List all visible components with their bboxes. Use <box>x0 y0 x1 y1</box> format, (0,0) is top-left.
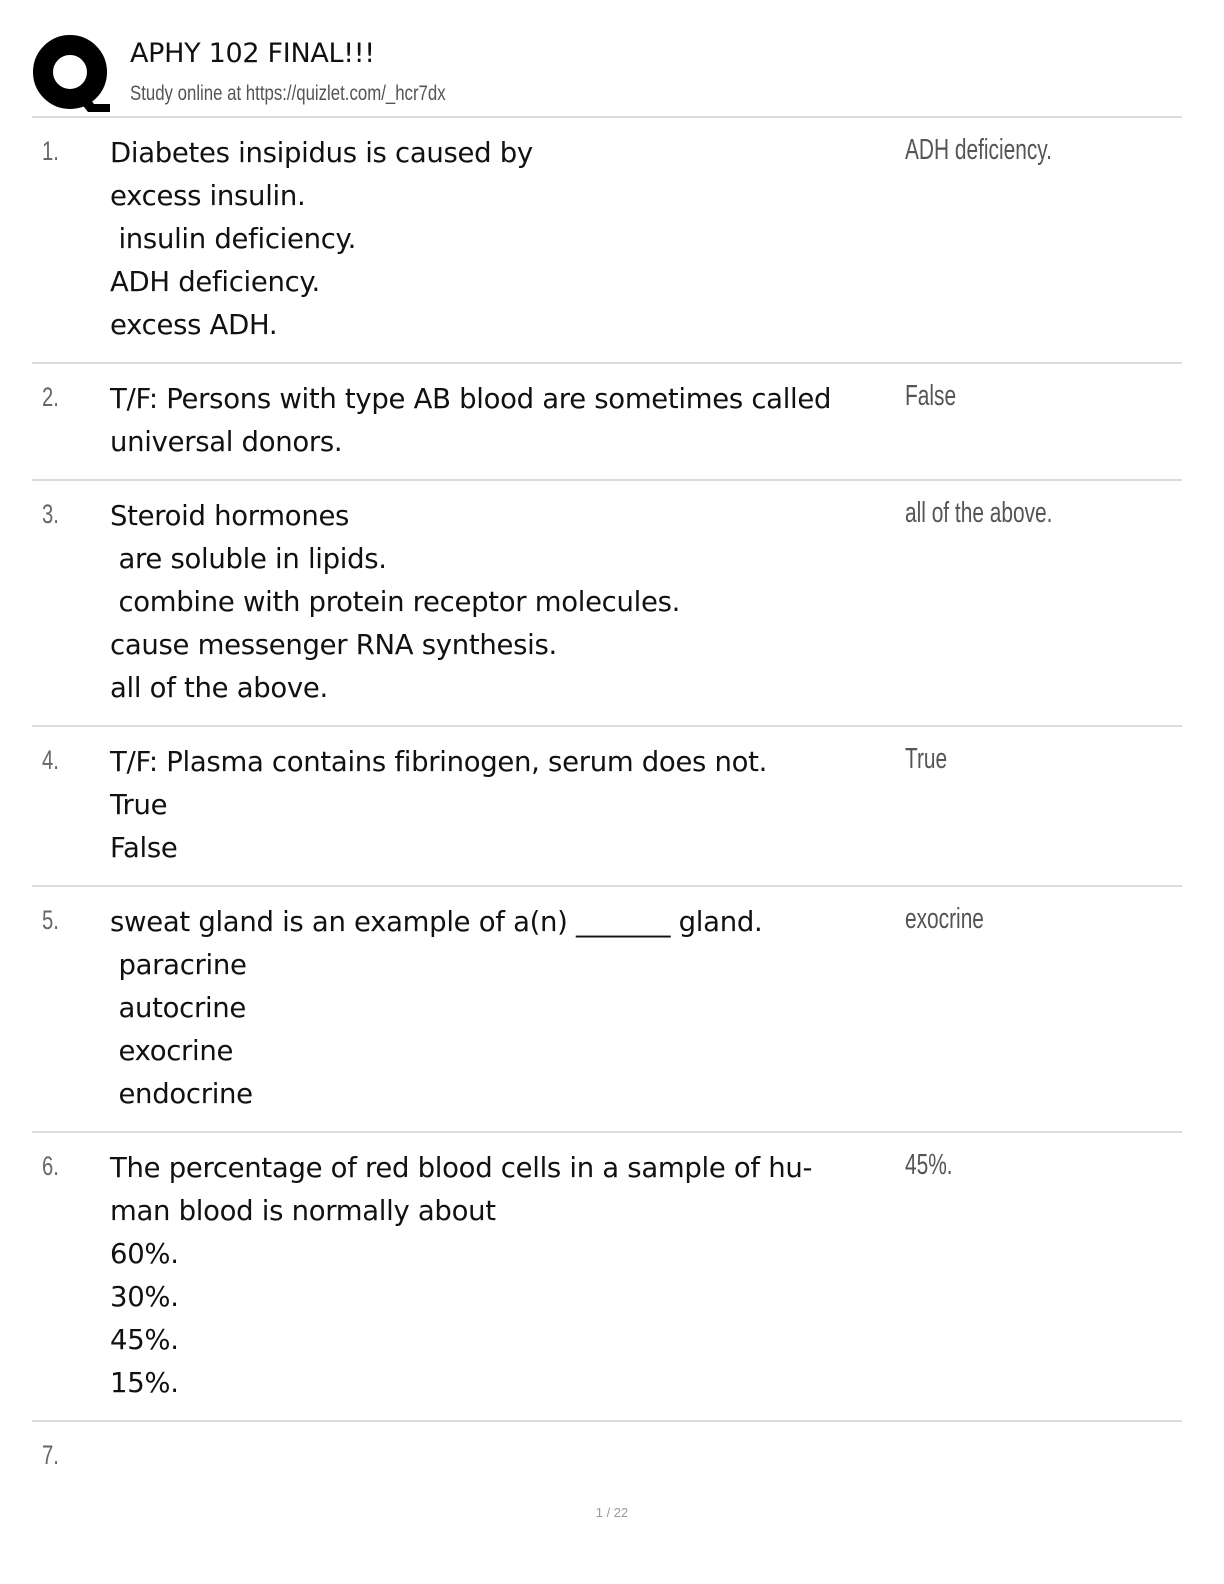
term-line: 45%. <box>110 1324 179 1356</box>
flashcard-row <box>32 481 1182 727</box>
term-line: excess insulin. <box>110 180 306 212</box>
term-line: ADH deficiency. <box>110 266 320 298</box>
card-number: 2. <box>42 382 59 412</box>
card-number: 4. <box>42 745 59 775</box>
term-line: Diabetes insipidus is caused by <box>110 137 533 169</box>
term-line: autocrine <box>110 992 247 1024</box>
card-definition: exocrine <box>905 903 984 935</box>
term-line: True <box>110 789 168 821</box>
term-line: T/F: Plasma contains fibrinogen, serum does not. <box>110 746 768 778</box>
term-line: The percentage of red blood cells in a sample of hu- <box>110 1152 813 1184</box>
term-line: universal donors. <box>110 426 343 458</box>
term-line: 30%. <box>110 1281 179 1313</box>
card-definition: 45%. <box>905 1149 953 1181</box>
page-title: APHY 102 FINAL!!! <box>130 38 375 69</box>
term-line: 60%. <box>110 1238 179 1270</box>
term-line: exocrine <box>110 1035 234 1067</box>
card-number: 5. <box>42 905 59 935</box>
card-term <box>110 132 900 347</box>
flashcard-row <box>32 1133 1182 1422</box>
card-definition: all of the above. <box>905 497 1053 529</box>
term-line: combine with protein receptor molecules. <box>110 586 681 618</box>
term-line: insulin deficiency. <box>110 223 357 255</box>
term-line: endocrine <box>110 1078 253 1110</box>
term-line: excess ADH. <box>110 309 278 341</box>
term-line: sweat gland is an example of a(n) _______ gland. <box>110 906 763 938</box>
card-definition: True <box>905 743 948 775</box>
page-number: 1 / 22 <box>595 1505 629 1520</box>
card-term <box>110 495 900 710</box>
flashcard-row <box>32 118 1182 364</box>
flashcard-row <box>32 887 1182 1133</box>
term-line: False <box>110 832 178 864</box>
card-definition: ADH deficiency. <box>905 134 1052 166</box>
card-number: 1. <box>42 136 59 166</box>
term-line: cause messenger RNA synthesis. <box>110 629 557 661</box>
term-line: are soluble in lipids. <box>110 543 387 575</box>
flashcard-list <box>32 118 1182 1492</box>
term-line: all of the above. <box>110 672 328 704</box>
study-online-link-text[interactable]: Study online at https://quizlet.com/_hcr7dx <box>130 82 446 105</box>
term-line: man blood is normally about <box>110 1195 496 1227</box>
quizlet-logo-icon <box>32 34 112 114</box>
term-line: 15%. <box>110 1367 179 1399</box>
flashcard-row <box>32 727 1182 887</box>
flashcard-row <box>32 1422 1182 1492</box>
card-term <box>110 378 900 464</box>
card-definition: False <box>905 380 957 412</box>
card-number: 3. <box>42 499 59 529</box>
card-term <box>110 1147 900 1405</box>
card-number: 6. <box>42 1151 59 1181</box>
flashcard-row <box>32 364 1182 481</box>
page-header <box>32 30 1182 116</box>
term-line: paracrine <box>110 949 247 981</box>
card-number: 7. <box>42 1440 59 1470</box>
term-line: T/F: Persons with type AB blood are sometimes called <box>110 383 832 415</box>
card-term <box>110 741 900 870</box>
card-term <box>110 901 900 1116</box>
term-line: Steroid hormones <box>110 500 350 532</box>
